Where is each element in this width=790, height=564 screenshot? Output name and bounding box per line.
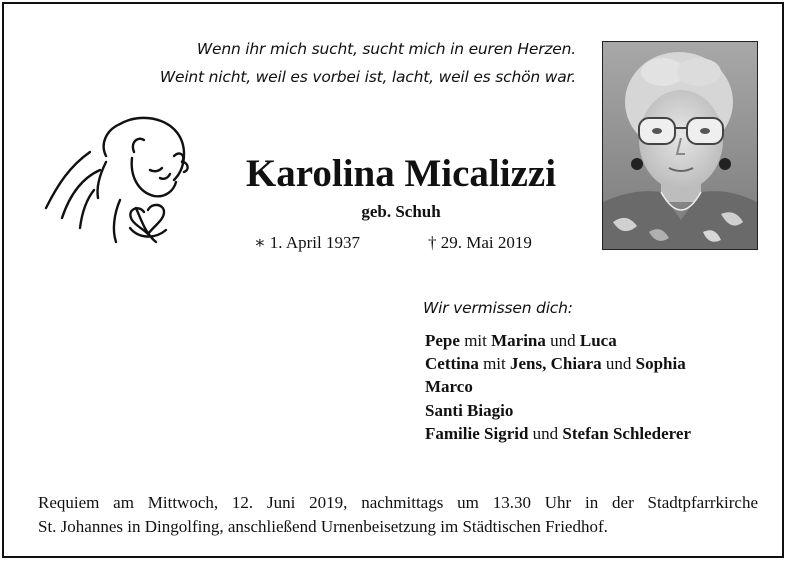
mourner-line <box>425 399 691 422</box>
death-date: † 29. Mai 2019 <box>428 233 532 252</box>
birth-date: ∗ 1. April 1937 <box>254 233 361 252</box>
requiem-line-2: St. Johannes in Dingolfing, anschließend Urnenbeisetzung im Städtischen Friedhof. <box>38 517 608 536</box>
mourner-name: Cettina <box>425 354 479 374</box>
mourner-name: Pepe <box>425 331 460 350</box>
born-name: geb. Schuh <box>361 202 441 221</box>
mourner-name: Stefan Schlederer <box>562 423 692 443</box>
mourners-heading: Wir vermissen dich: <box>423 299 573 317</box>
mourner-name: Jens, Chiara <box>510 354 602 374</box>
mourner-name: Marco <box>425 377 473 397</box>
deceased-name: Karolina Micalizzi <box>245 152 557 195</box>
requiem-line-1: Requiem am Mittwoch, 12. Juni 2019, nachmittags um 13.30 Uhr in der Stadtpfarrkirche <box>38 493 758 512</box>
portrait-photo <box>602 41 758 250</box>
mourner-line <box>425 422 691 445</box>
portrait-drawing <box>603 42 757 249</box>
verse-line-2: Weint nicht, weil es vorbei ist, lacht, weil es schön war. <box>159 68 576 86</box>
mourner-connector: mit <box>478 354 510 374</box>
mourner-name: Luca <box>579 331 617 350</box>
mourner-connector: und <box>528 423 563 443</box>
mourner-connector: und <box>601 354 636 374</box>
mourner-name: Marina <box>491 331 546 350</box>
mourner-line <box>425 329 691 352</box>
mourners-list <box>425 329 691 445</box>
mourner-name: Familie Sigrid <box>425 423 529 443</box>
mourner-line <box>425 375 691 398</box>
mourner-name: Santi Biagio <box>425 400 514 420</box>
requiem-info <box>38 491 758 539</box>
mourner-name: Sophia <box>635 354 686 374</box>
angel-with-heart-icon <box>34 112 204 252</box>
mourner-connector: und <box>545 331 580 350</box>
obituary-notice <box>2 2 784 558</box>
mourner-connector: mit <box>459 331 492 350</box>
mourner-line <box>425 352 691 375</box>
verse-line-1: Wenn ihr mich sucht, sucht mich in euren Herzen. <box>196 40 576 58</box>
